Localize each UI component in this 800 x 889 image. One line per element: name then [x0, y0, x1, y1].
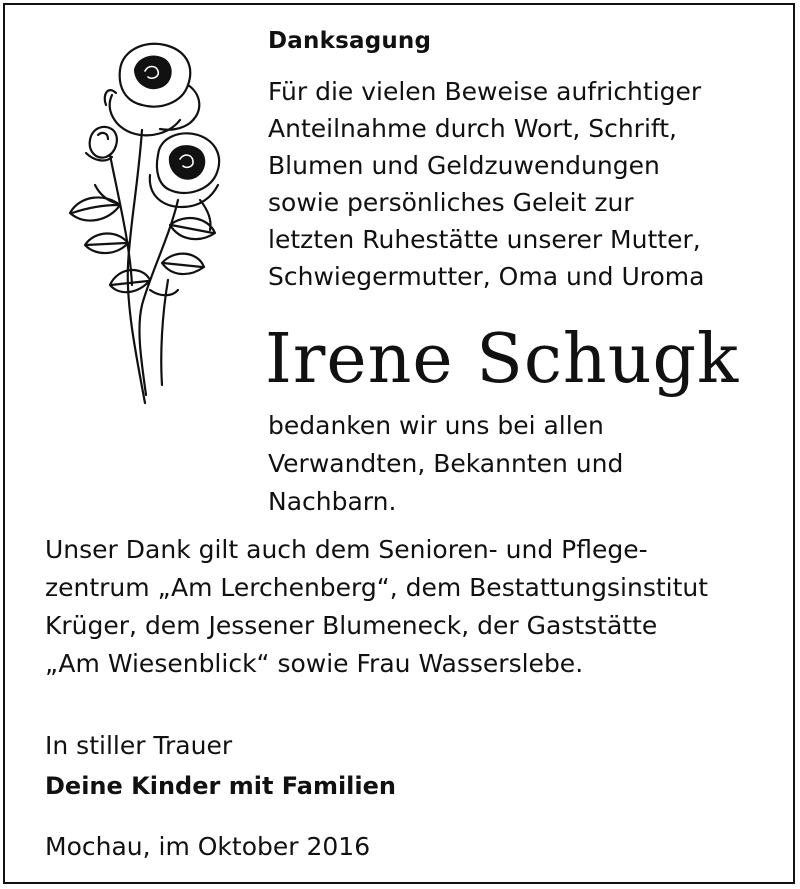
mourning-block	[45, 726, 396, 806]
rose-illustration-icon	[50, 35, 240, 410]
extra-thanks-text	[45, 531, 708, 683]
mourning-label: In stiller Trauer	[45, 731, 233, 760]
extra-thanks-line: zentrum „Am Lerchenberg“, dem Bestattungsinstitut	[45, 573, 709, 602]
extra-thanks-line: Krüger, dem Jessener Blumeneck, der Gaststätte	[45, 611, 658, 640]
intro-line: Für die vielen Beweise aufrichtiger	[268, 77, 702, 106]
notice-heading: Danksagung	[268, 28, 432, 54]
intro-line: Anteilnahme durch Wort, Schrift,	[268, 114, 678, 143]
intro-line: Schwiegermutter, Oma und Uroma	[268, 262, 705, 291]
thanks-line: Verwandten, Bekannten und	[268, 449, 624, 478]
family-signature: Deine Kinder mit Familien	[45, 772, 396, 800]
intro-line: Blumen und Geldzuwendungen	[268, 151, 660, 180]
thanks-line: bedanken wir uns bei allen	[268, 411, 604, 440]
extra-thanks-line: „Am Wiesenblick“ sowie Frau Wasserslebe.	[45, 649, 584, 678]
extra-thanks-line: Unser Dank gilt auch dem Senioren- und Pflege-	[45, 535, 648, 564]
thanks-text	[268, 407, 623, 521]
place-date: Mochau, im Oktober 2016	[45, 832, 371, 861]
deceased-name: Irene Schugk	[265, 320, 740, 399]
intro-line: letzten Ruhestätte unserer Mutter,	[268, 225, 701, 254]
intro-text	[268, 73, 788, 295]
thanks-line: Nachbarn.	[268, 487, 397, 516]
intro-line: sowie persönliches Geleit zur	[268, 188, 634, 217]
